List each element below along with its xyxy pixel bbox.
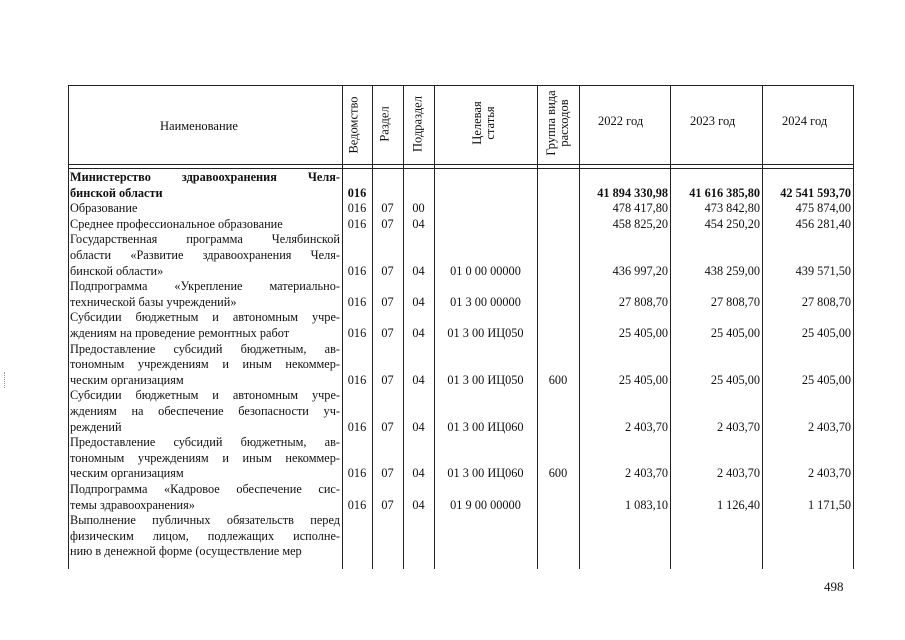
cell-department: 016 xyxy=(347,216,367,231)
cell-department: 016 xyxy=(347,372,367,387)
grid-header-line2 xyxy=(68,168,853,169)
cell-2024: 25 405,00 xyxy=(801,372,851,387)
header-name: Наименование xyxy=(160,119,238,133)
cell-2023: 25 405,00 xyxy=(710,372,760,387)
cell-department: 016 xyxy=(347,326,367,340)
row-name-line: Подпрограмма «Кадровое обеспечение сис- xyxy=(70,482,340,496)
row-name-line: Министерство здравоохранения Челя- xyxy=(70,170,340,184)
grid-vline xyxy=(68,85,69,569)
cell-2022: 478 417,80 xyxy=(612,201,668,216)
cell-department: 016 xyxy=(347,419,367,434)
cell-target: 01 3 00 00000 xyxy=(450,294,521,309)
cell-department: 016 xyxy=(347,263,367,278)
cell-2022: 2 403,70 xyxy=(624,419,668,434)
grid-vline xyxy=(342,85,343,569)
cell-2023: 41 616 385,80 xyxy=(689,185,760,200)
row-name-line: ческим организациям xyxy=(70,372,184,387)
row-name-line: тономным учреждениям и иным некоммер- xyxy=(70,357,340,372)
cell-subsection: 04 xyxy=(412,419,425,434)
cell-2023: 1 126,40 xyxy=(716,497,760,512)
row-name-line: ждениям на обеспечение безопасности уч- xyxy=(70,404,340,418)
cell-department: 016 xyxy=(347,497,367,512)
row-name-line: Субсидии бюджетным и автономным учре- xyxy=(70,310,340,325)
header-group xyxy=(545,90,571,155)
row-name-line: темы здравоохранения» xyxy=(70,497,195,512)
row-name-line: тономным учреждениям и иным некоммер- xyxy=(70,450,340,465)
cell-2022: 458 825,20 xyxy=(612,216,668,231)
cell-subsection: 04 xyxy=(412,372,425,387)
cell-2023: 2 403,70 xyxy=(716,466,760,481)
cell-section: 07 xyxy=(381,294,394,309)
cell-section: 07 xyxy=(381,466,394,481)
grid-vline xyxy=(853,85,854,569)
row-name-line: области «Развитие здравоохранения Челя- xyxy=(70,248,340,262)
cell-group: 600 xyxy=(548,372,568,387)
cell-2022: 25 405,00 xyxy=(618,372,668,387)
row-name-line: технической базы учреждений» xyxy=(70,294,237,309)
cell-2024: 475 874,00 xyxy=(795,201,851,216)
row-name-line: бинской области» xyxy=(70,263,164,278)
cell-2023: 27 808,70 xyxy=(710,294,760,309)
cell-2023: 2 403,70 xyxy=(716,419,760,434)
cell-group: 600 xyxy=(548,466,568,481)
grid-header-line xyxy=(68,164,853,165)
header-target-line2: статья xyxy=(483,106,497,140)
header-2022: 2022 год xyxy=(598,114,644,128)
cell-2024: 439 571,50 xyxy=(795,263,851,278)
row-name-line: Субсидии бюджетным и автономным учре- xyxy=(70,388,340,403)
row-name-line: физическим лицом, подлежащих исполне- xyxy=(70,528,340,543)
cell-section: 07 xyxy=(381,201,394,216)
cell-subsection: 00 xyxy=(412,201,425,216)
cell-2024: 1 171,50 xyxy=(807,497,851,512)
header-target-line1: Целевая xyxy=(470,101,484,145)
cell-department: 016 xyxy=(347,466,367,481)
header-subsection: Подраздел xyxy=(410,96,425,152)
cell-section: 07 xyxy=(381,216,394,231)
cell-2022: 41 894 330,98 xyxy=(597,185,668,200)
row-name-line: Предоставление субсидий бюджетным, ав- xyxy=(70,435,340,450)
cell-2023: 473 842,80 xyxy=(704,201,760,216)
cell-2024: 456 281,40 xyxy=(795,216,851,231)
cell-target: 01 3 00 ИЦ060 xyxy=(447,466,524,481)
cell-subsection: 04 xyxy=(412,497,425,512)
cell-2023: 454 250,20 xyxy=(704,216,760,231)
row-name-line: Предоставление субсидий бюджетным, ав- xyxy=(70,341,340,356)
cell-target: 01 0 00 00000 xyxy=(450,263,521,278)
scan-mark xyxy=(4,372,6,388)
cell-target: 01 9 00 00000 xyxy=(450,497,521,512)
cell-subsection: 04 xyxy=(412,263,425,278)
cell-section: 07 xyxy=(381,419,394,434)
cell-department: 016 xyxy=(347,294,367,309)
header-group-line2: расходов xyxy=(557,99,571,147)
cell-2024: 2 403,70 xyxy=(807,419,851,434)
header-department: Ведомство xyxy=(346,96,361,154)
grid-vline xyxy=(579,85,580,569)
header-group-line1: Группа вида xyxy=(544,90,558,156)
header-2024: 2024 год xyxy=(782,114,828,128)
row-name-line: Образование xyxy=(70,201,138,216)
cell-section: 07 xyxy=(381,497,394,512)
cell-department: 016 xyxy=(347,185,367,200)
cell-subsection: 04 xyxy=(412,294,425,309)
header-2023: 2023 год xyxy=(690,114,736,128)
cell-2022: 436 997,20 xyxy=(612,263,668,278)
cell-target: 01 3 00 ИЦ050 xyxy=(447,372,524,387)
header-target xyxy=(471,101,497,144)
grid-vline xyxy=(670,85,671,569)
cell-department: 016 xyxy=(347,201,367,216)
cell-section: 07 xyxy=(381,326,394,340)
cell-2024: 27 808,70 xyxy=(801,294,851,309)
cell-subsection: 04 xyxy=(412,466,425,481)
grid-vline xyxy=(434,85,435,569)
grid-vline xyxy=(403,85,404,569)
row-name-line: Подпрограмма «Укрепление материально- xyxy=(70,279,340,294)
cell-2022: 27 808,70 xyxy=(618,294,668,309)
cell-2024: 42 541 593,70 xyxy=(780,185,851,200)
cell-section: 07 xyxy=(381,372,394,387)
cell-subsection: 04 xyxy=(412,326,425,340)
row-name-line: ческим организациям xyxy=(70,466,184,481)
grid-vline xyxy=(762,85,763,569)
row-name-line: ждениям на проведение ремонтных работ xyxy=(70,326,290,340)
cell-2022: 1 083,10 xyxy=(624,497,668,512)
header-section: Раздел xyxy=(377,106,392,142)
grid-vline xyxy=(372,85,373,569)
grid-top-line xyxy=(68,85,853,86)
cell-2023: 25 405,00 xyxy=(710,326,760,340)
cell-2024: 25 405,00 xyxy=(801,326,851,340)
cell-target: 01 3 00 ИЦ060 xyxy=(447,419,524,434)
cell-target: 01 3 00 ИЦ050 xyxy=(447,326,524,340)
grid-vline xyxy=(537,85,538,569)
cell-section: 07 xyxy=(381,263,394,278)
cell-2022: 25 405,00 xyxy=(618,326,668,340)
cell-2024: 2 403,70 xyxy=(807,466,851,481)
row-name-line: бинской области xyxy=(70,185,163,200)
row-name-line: Среднее профессиональное образование xyxy=(70,216,283,231)
cell-subsection: 04 xyxy=(412,216,425,231)
row-name-line: нию в денежной форме (осуществление мер xyxy=(70,544,302,559)
row-name-line: реждений xyxy=(70,419,122,434)
row-name-line: Государственная программа Челябинской xyxy=(70,232,340,247)
page-number: 498 xyxy=(824,579,844,594)
cell-2023: 438 259,00 xyxy=(704,263,760,278)
cell-2022: 2 403,70 xyxy=(624,466,668,481)
row-name-line: Выполнение публичных обязательств перед xyxy=(70,513,340,528)
